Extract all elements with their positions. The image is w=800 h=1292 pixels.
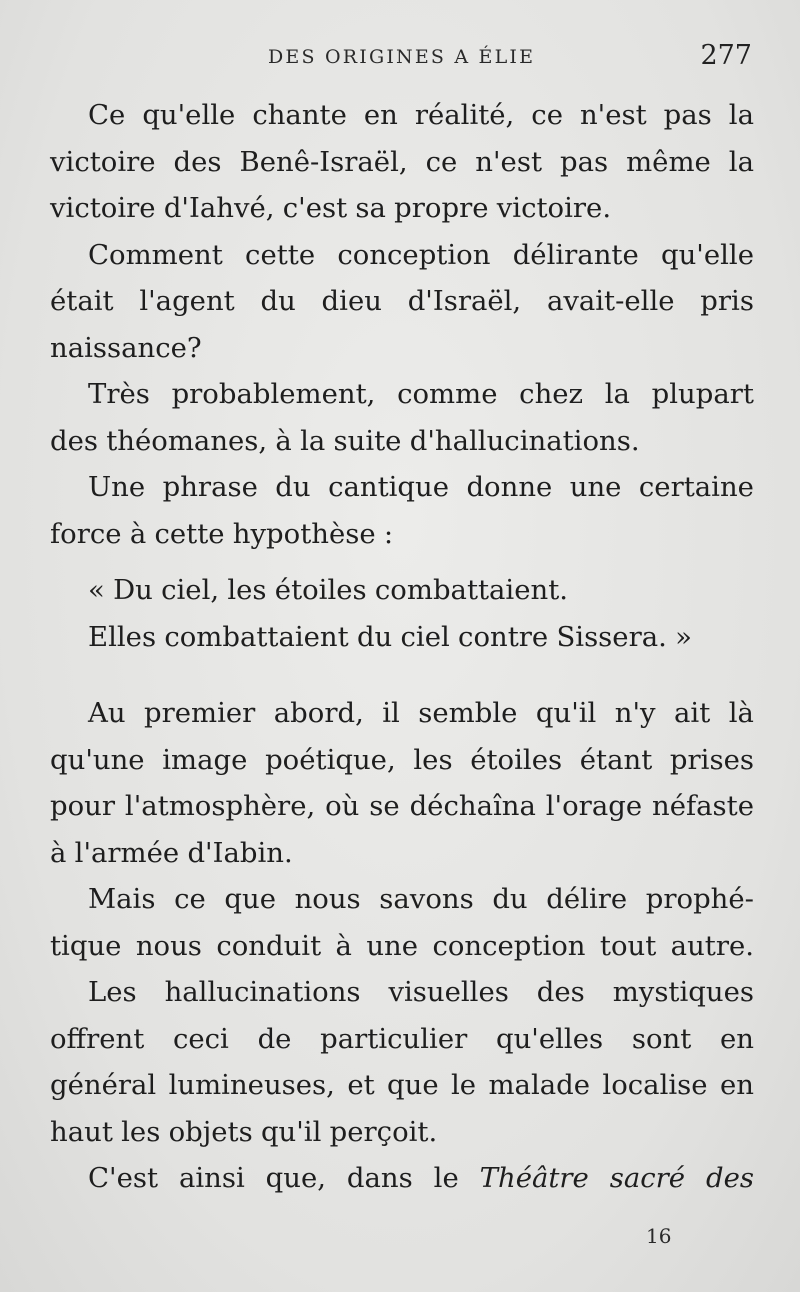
word: du — [260, 285, 296, 317]
word: Comment — [88, 238, 223, 271]
word: qu'il — [535, 697, 597, 729]
word: prophé- — [645, 883, 754, 915]
word: que, — [265, 1162, 327, 1194]
text-line — [50, 737, 754, 784]
word: perçoit. — [329, 1115, 438, 1148]
word: tique — [50, 929, 122, 962]
text-line — [50, 92, 754, 139]
word: réalité, — [414, 99, 515, 131]
word: comme — [397, 378, 498, 410]
word: que — [387, 1069, 439, 1101]
word: et — [347, 1069, 375, 1101]
word: étoiles — [470, 743, 563, 776]
word: Une — [88, 471, 146, 503]
text-line — [50, 690, 754, 737]
word: n'est — [475, 145, 542, 178]
word: particulier — [320, 1022, 468, 1055]
word: ce — [531, 99, 563, 131]
word: à — [335, 929, 352, 962]
word: savons — [379, 883, 474, 915]
word: Très — [88, 378, 150, 410]
word: ceci — [172, 1022, 229, 1055]
word: des — [706, 1162, 754, 1194]
word: autre. — [670, 929, 754, 962]
word: ciel, — [161, 574, 220, 606]
word: pas — [663, 99, 712, 131]
word: image — [162, 743, 248, 776]
word: Du — [113, 574, 153, 606]
word: la — [728, 99, 754, 131]
word: il — [382, 697, 400, 729]
word: : — [383, 517, 394, 550]
word: plupart — [651, 378, 754, 410]
word: sont — [631, 1022, 692, 1055]
word: contre — [458, 620, 549, 653]
word: d'Iahvé, — [163, 192, 275, 224]
word: étant — [579, 743, 653, 776]
word: hypothèse — [232, 517, 376, 550]
word: objets — [168, 1115, 253, 1148]
word: ce — [174, 883, 206, 915]
word: lumineuses, — [168, 1069, 335, 1101]
word: combattaient — [164, 620, 349, 653]
body-text — [50, 92, 754, 1202]
text-line — [50, 923, 754, 970]
word: conception — [432, 929, 586, 962]
text-line — [50, 783, 754, 830]
word: Sissera. — [556, 620, 667, 653]
word: à — [275, 424, 292, 457]
word: des — [50, 424, 98, 457]
word: semble — [418, 697, 518, 729]
word: de — [257, 1022, 292, 1055]
word: abord, — [273, 697, 364, 729]
word: d'hallucinations. — [409, 424, 640, 457]
text-line — [50, 232, 754, 279]
running-title: DES ORIGINES A ÉLIE — [268, 46, 536, 68]
word: C'est — [88, 1162, 159, 1194]
text-line — [50, 325, 754, 372]
word: dieu — [321, 285, 382, 317]
word: hallucinations — [164, 976, 361, 1008]
word: dans — [346, 1162, 413, 1194]
word: ciel — [400, 620, 450, 653]
word: conduit — [216, 929, 322, 962]
word: du — [275, 471, 311, 503]
word: d'Israël, — [407, 285, 522, 317]
word: délirante — [512, 238, 639, 271]
word: du — [356, 620, 393, 653]
text-line — [50, 1155, 754, 1202]
word: cette — [154, 517, 225, 550]
word: Benê-Israël, — [239, 145, 408, 178]
word: malade — [488, 1069, 591, 1101]
word: qu'une — [50, 743, 145, 776]
word: qu'elle — [660, 238, 754, 271]
word: déchaîna — [409, 790, 536, 822]
word: la — [728, 145, 754, 178]
word: pris — [700, 285, 754, 317]
word: cantique — [328, 471, 450, 503]
word: pour — [50, 790, 116, 822]
word: combattaient. — [374, 574, 569, 606]
page-header — [0, 40, 800, 80]
word: l'atmosphère, — [124, 790, 316, 822]
word: à — [129, 517, 147, 550]
word: nous — [294, 883, 361, 915]
word: les — [227, 574, 267, 606]
text-line — [50, 278, 754, 325]
word: chez — [519, 378, 584, 410]
word: les — [413, 743, 453, 776]
word: le — [451, 1069, 477, 1101]
word: victoire. — [496, 192, 612, 224]
word: néfaste — [652, 790, 754, 822]
word: victoire — [50, 145, 156, 178]
word: localise — [602, 1069, 708, 1101]
word: ce — [425, 145, 458, 178]
text-line — [50, 1062, 754, 1109]
word: offrent — [50, 1022, 145, 1055]
word: prises — [669, 743, 754, 776]
word: force — [50, 517, 122, 550]
word: des — [536, 976, 585, 1008]
word: même — [626, 145, 711, 178]
word: la — [604, 378, 630, 410]
word: qu'il — [260, 1115, 322, 1148]
word: une — [366, 929, 419, 962]
word: n'est — [579, 99, 647, 131]
word: nous — [135, 929, 202, 962]
word: c'est — [282, 192, 348, 224]
text-line — [50, 371, 754, 418]
word: conception — [337, 238, 491, 271]
word: sacré — [609, 1162, 686, 1194]
text-line — [50, 830, 754, 877]
word: donne — [466, 471, 553, 503]
word: Au — [88, 697, 126, 729]
word: Elles — [88, 620, 157, 653]
word: d'Iabin. — [187, 836, 293, 869]
word: à — [50, 836, 67, 869]
signature-mark: 16 — [646, 1224, 672, 1248]
word: théomanes, — [106, 424, 268, 457]
text-line — [50, 1109, 754, 1156]
word: Théâtre — [479, 1162, 589, 1194]
text-line — [50, 1016, 754, 1063]
word: qu'elles — [495, 1022, 604, 1055]
word: Ce — [88, 99, 126, 131]
word: » — [675, 620, 692, 653]
quote-line — [50, 614, 754, 661]
word: étoiles — [274, 574, 367, 606]
word: avait-elle — [546, 285, 675, 317]
word: en — [719, 1022, 754, 1055]
word: certaine — [638, 471, 754, 503]
word: que — [224, 883, 276, 915]
text-line — [50, 511, 754, 558]
word: « — [88, 574, 105, 606]
word: délire — [546, 883, 628, 915]
word: phrase — [162, 471, 258, 503]
text-line — [50, 418, 754, 465]
word: où — [325, 790, 360, 822]
word: général — [50, 1069, 157, 1101]
word: victoire — [50, 192, 156, 224]
page-number: 277 — [700, 40, 752, 71]
word: ainsi — [178, 1162, 245, 1194]
text-line — [50, 969, 754, 1016]
quote-line — [50, 567, 754, 614]
word: les — [121, 1115, 161, 1148]
word: chante — [252, 99, 347, 131]
word: n'y — [614, 697, 656, 729]
word: là — [728, 697, 754, 729]
text-line — [50, 876, 754, 923]
word: ait — [674, 697, 711, 729]
text-line — [50, 464, 754, 511]
word: en — [719, 1069, 754, 1101]
word: visuelles — [388, 976, 509, 1008]
word: en — [363, 99, 398, 131]
word: suite — [333, 424, 402, 457]
word: du — [492, 883, 528, 915]
word: l'armée — [74, 836, 180, 869]
word: probablement, — [171, 378, 376, 410]
word: cette — [245, 238, 316, 271]
word: la — [300, 424, 326, 457]
word: tout — [599, 929, 657, 962]
word: sa — [355, 192, 386, 224]
word: haut — [50, 1115, 113, 1148]
word: qu'elle — [142, 99, 236, 131]
word: Mais — [88, 883, 156, 915]
word: mystiques — [612, 976, 754, 1008]
word: était — [50, 285, 114, 317]
word: le — [433, 1162, 459, 1194]
word: Les — [88, 976, 137, 1008]
word: naissance? — [50, 331, 202, 364]
word: propre — [394, 192, 489, 224]
word: l'orage — [545, 790, 643, 822]
word: premier — [144, 697, 256, 729]
word: poétique, — [265, 743, 396, 776]
text-line — [50, 139, 754, 186]
text-line — [50, 185, 754, 232]
word: des — [173, 145, 222, 178]
word: une — [569, 471, 622, 503]
word: pas — [559, 145, 609, 178]
word: l'agent — [139, 285, 235, 317]
word: se — [369, 790, 400, 822]
